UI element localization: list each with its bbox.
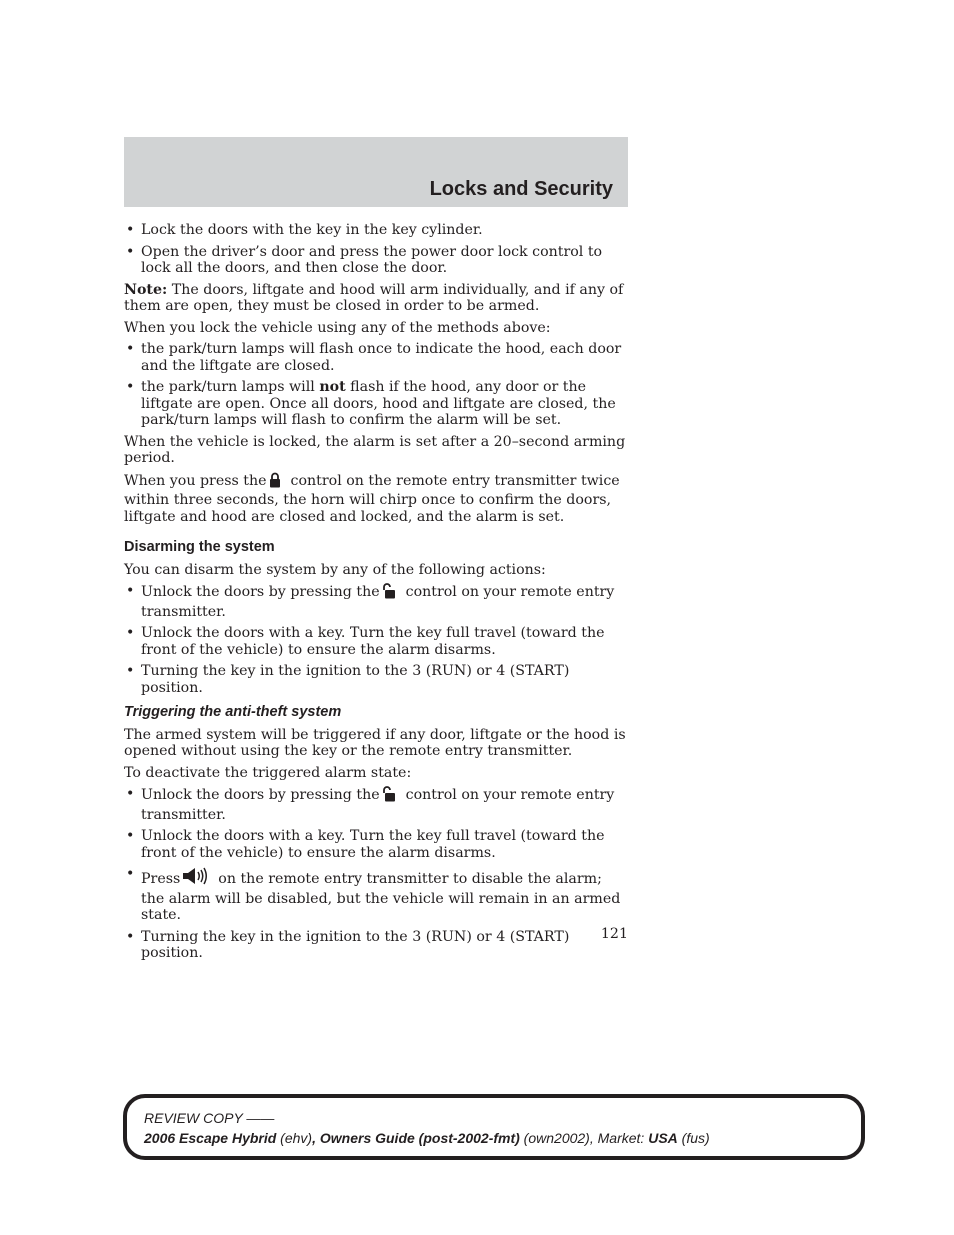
review-copy-label: REVIEW COPY —— [144,1110,275,1126]
lock-methods-intro: When you lock the vehicle using any of the methods above: [124,319,551,336]
list-item: • the park/turn lamps will flash once to indicate the hood, each door and the liftgate are closed. [124,341,628,374]
disarming-heading: Disarming the system [124,539,275,555]
review-copy-footer [123,1094,865,1160]
trigger-paragraph: The armed system will be triggered if any door, liftgate or the hood is opened without using the key or the remote entry transmitter. [124,726,626,759]
list-item: • Turning the key in the ignition to the 3 (RUN) or 4 (START) position. [124,929,628,962]
panic-horn-icon [182,866,208,891]
deactivate-bullet-list [124,786,628,962]
note-text: The doors, liftgate and hood will arm individually, and if any of them are open, they must be closed in order to be armed. [124,281,624,314]
lock-bullet-list [124,341,628,429]
triggering-heading: Triggering the anti-theft system [124,704,342,720]
disarm-intro: You can disarm the system by any of the following actions: [124,561,546,578]
unlock-icon [382,786,396,807]
disarm-bullet-list [124,583,628,696]
note-paragraph [124,282,628,315]
intro-bullet-list [124,222,628,277]
press-lock-paragraph: When you press the control on the remote entry transmitter twice within three seconds, the horn will chirp once to confirm the doors, liftgate and hood are closed and locked, and the alarm is set. [124,472,620,525]
note-label: Note: [124,281,168,298]
list-item: • Open the driver’s door and press the power door lock control to lock all the doors, and then close the door. [124,244,628,277]
list-item: • Unlock the doors with a key. Turn the key full travel (toward the front of the vehicle) to ensure the alarm disarms. [124,828,628,861]
emphasis-not: not [319,379,346,395]
unlock-icon [382,583,396,604]
section-title: Locks and Security [429,178,613,200]
list-item: • Lock the doors with the key in the key cylinder. [124,222,628,239]
arming-period-paragraph: When the vehicle is locked, the alarm is set after a 20–second arming period. [124,433,626,466]
list-item: • Turning the key in the ignition to the 3 (RUN) or 4 (START) position. [124,663,628,696]
page-content [124,222,628,967]
document-identifier: 2006 Escape Hybrid (ehv), Owners Guide (post-2002-fmt) (own2002), Market: USA (fus) [144,1130,710,1146]
section-header-band [124,137,628,207]
list-item: • Unlock the doors with a key. Turn the key full travel (toward the front of the vehicle) to ensure the alarm disarms. [124,625,628,658]
list-item: • Unlock the doors by pressing the control on your remote entry transmitter. [124,583,628,620]
lock-icon [269,472,281,493]
list-item: • Press on the remote entry transmitter to disable the alarm; the alarm will be disabled, but the vehicle will remain in an armed state. [124,866,628,924]
page-number: 121 [600,926,628,942]
list-item: • the park/turn lamps will not flash if the hood, any door or the liftgate are open. Once all doors, hood and liftgate are closed, the park/turn lamps will flash to confirm the alarm will be set. [124,379,628,429]
list-item: • Unlock the doors by pressing the control on your remote entry transmitter. [124,786,628,823]
deactivate-intro: To deactivate the triggered alarm state: [124,764,412,781]
